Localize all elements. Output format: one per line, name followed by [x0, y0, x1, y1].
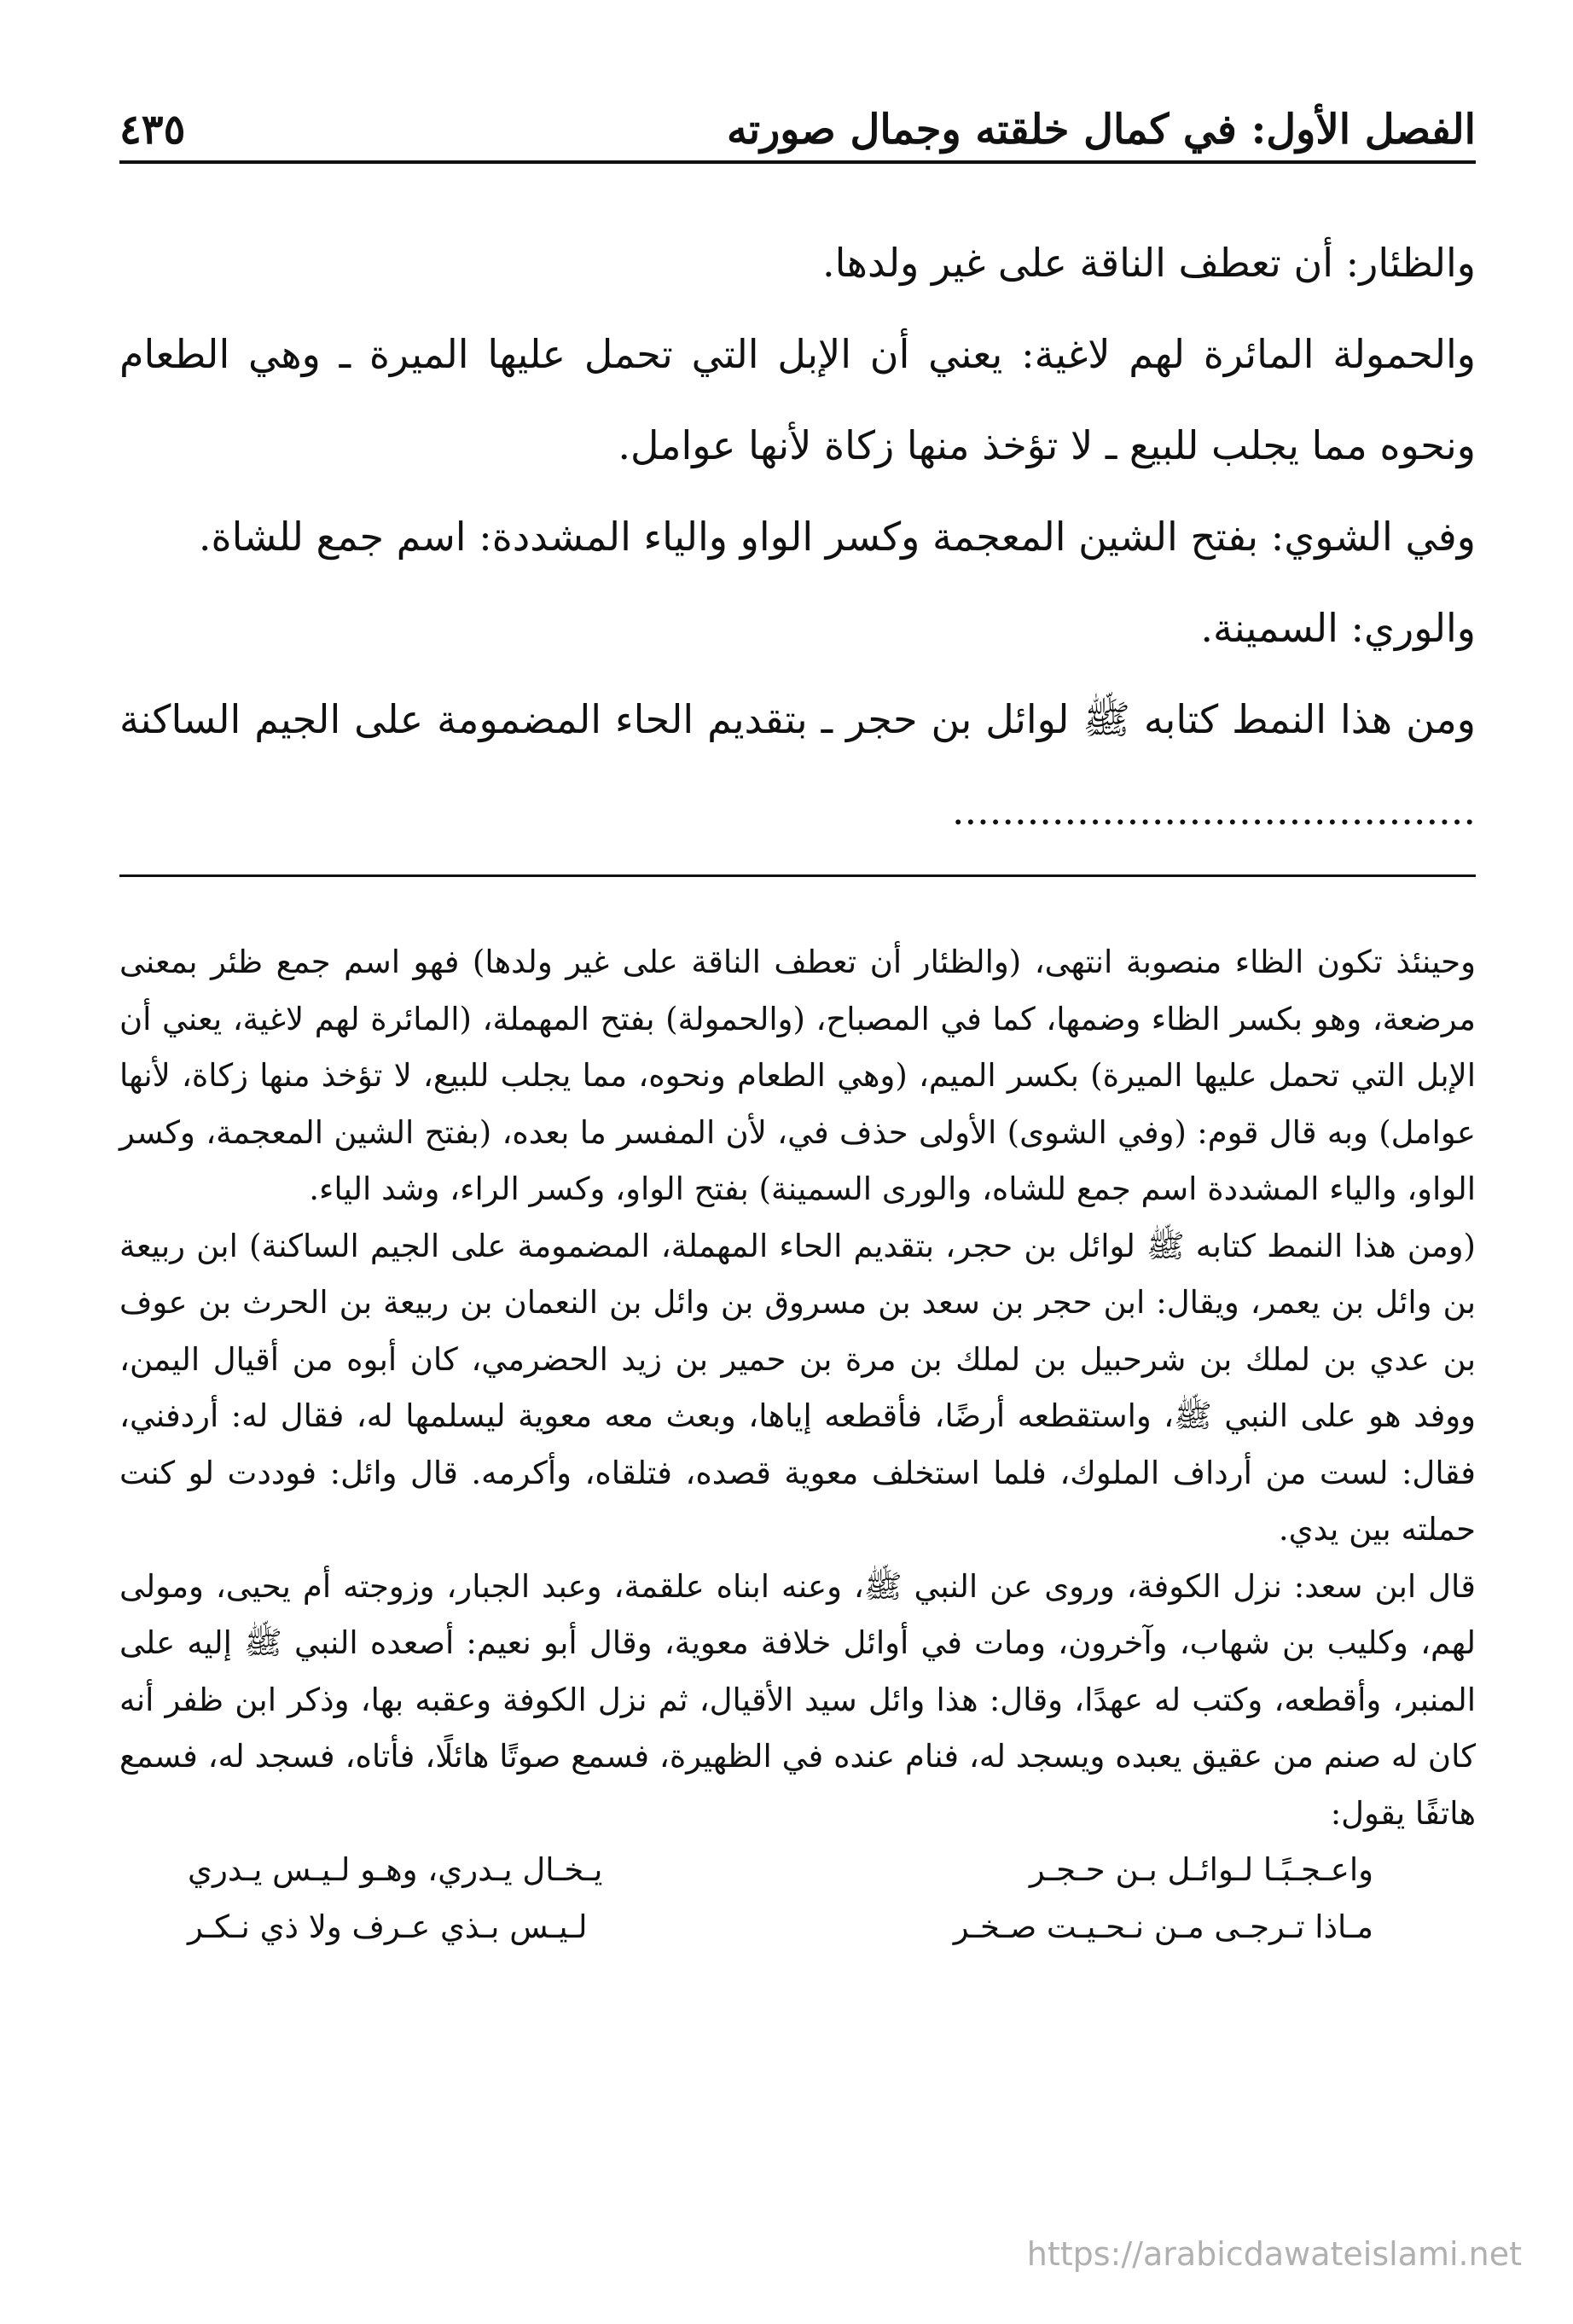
commentary-paragraph: وحينئذ تكون الظاء منصوبة انتهى، (والظئار أن تعطف الناقة على غير ولدها) فهو اسم جمع ظئر بمعنى مرضعة، وهو بكسر الظاء وضمها، كما في المصباح، (والحمولة) بفتح المهملة، (المائرة لهم لاغية، يعني أن الإبل التي تحمل عليها الميرة) بكسر الميم، (وهي الطعام ونحوه، مما يجلب للبيع، لا تؤخذ منها زكاة، لأنها عوامل) وبه قال قوم: (وفي الشوى) الأولى حذف في، لأن المفسر ما بعده، (بفتح الشين المعجمة، وكسر الواو، والياء المشددة اسم جمع للشاه، والورى السمينة) بفتح الواو، وكسر الراء، وشد الياء. — [119, 944, 1476, 1207]
main-text — [119, 218, 1476, 857]
watermark-url: https://arabicdawateislami.net — [1026, 2235, 1522, 2273]
poem-hemistich: مـاذا تـرجـى مـن نـحـيـت صـخـر — [953, 1908, 1373, 1945]
commentary-paragraph: قال ابن سعد: نزل الكوفة، وروى عن النبي ﷺ، وعنه ابناه علقمة، وعبد الجبار، وزوجته أم يحيى، ومولى لهم، وكليب بن شهاب، وآخرون، ومات في أوائل خلافة معوية، وقال أبو نعيم: أصعده النبي ﷺ إليه على المنبر، وأقطعه، وكتب له عهدًا، وقال: هذا وائل سيد الأقيال، ثم نزل الكوفة وعقبه بها، وذكر ابن ظفر أنه كان له صنم من عقيق يعبده ويسجد له، فنام عنده في الظهيرة، فسمع صوتًا هائلًا، فأتاه، فسجد له، فسمع هاتفًا يقول: — [119, 1567, 1476, 1832]
poem-line — [119, 1842, 1476, 1899]
page-header — [119, 94, 1476, 154]
commentary-text — [119, 934, 1476, 1955]
poem-hemistich: لـيـس بـذي عـرف ولا ذي نـكـر — [188, 1908, 588, 1945]
commentary-paragraph: (ومن هذا النمط كتابه ﷺ لوائل بن حجر، بتقديم الحاء المهملة، المضمومة على الجيم الساكنة) ابن ربيعة بن وائل بن يعمر، ويقال: ابن حجر بن سعد بن مسروق بن وائل بن النعمان بن ربيعة بن الحرث بن عوف بن عدي بن لملك بن شرحبيل بن لملك بن مرة بن حمير بن زيد الحضرمي، كان أبوه من أقيال اليمن، ووفد هو على النبي ﷺ، واستقطعه أرضًا، فأقطعه إياها، وبعث معه معوية ليسلمها له، فقال له: أردفني، فقال: لست من أرداف الملوك، فلما استخلف معوية قصده، فتلقاه، وأكرمه. قال وائل: فوددت لو كنت حملته بين يدي. — [119, 1227, 1476, 1548]
header-rule — [119, 160, 1476, 164]
commentary-rule — [119, 874, 1476, 877]
main-paragraph: والوري: السمينة. — [1200, 605, 1476, 651]
main-paragraph — [119, 674, 1476, 857]
main-paragraph-text: ومن هذا النمط كتابه ﷺ لوائل بن حجر ـ بتقديم الحاء المضمومة على الجيم الساكنة — [119, 696, 1476, 742]
poem-line — [119, 1899, 1476, 1956]
continuation-dots: .......................................... — [951, 787, 1476, 834]
poem-hemistich: واعـجـبًـا لـوائـل بـن حـجـر — [1029, 1851, 1373, 1888]
chapter-title: الفصل الأول: في كمال خلقته وجمال صورته — [726, 106, 1476, 154]
main-paragraph: وفي الشوي: بفتح الشين المعجمة وكسر الواو والياء المشددة: اسم جمع للشاة. — [198, 514, 1476, 560]
poem-hemistich: يـخـال يـدري، وهـو لـيـس يـدري — [188, 1851, 603, 1888]
main-paragraph: والحمولة المائرة لهم لاغية: يعني أن الإبل التي تحمل عليها الميرة ـ وهي الطعام ونحوه مما يجلب للبيع ـ لا تؤخذ منها زكاة لأنها عوامل. — [119, 331, 1476, 468]
main-paragraph: والظئار: أن تعطف الناقة على غير ولدها. — [822, 240, 1476, 286]
page-number: ٤٣٥ — [119, 106, 186, 154]
